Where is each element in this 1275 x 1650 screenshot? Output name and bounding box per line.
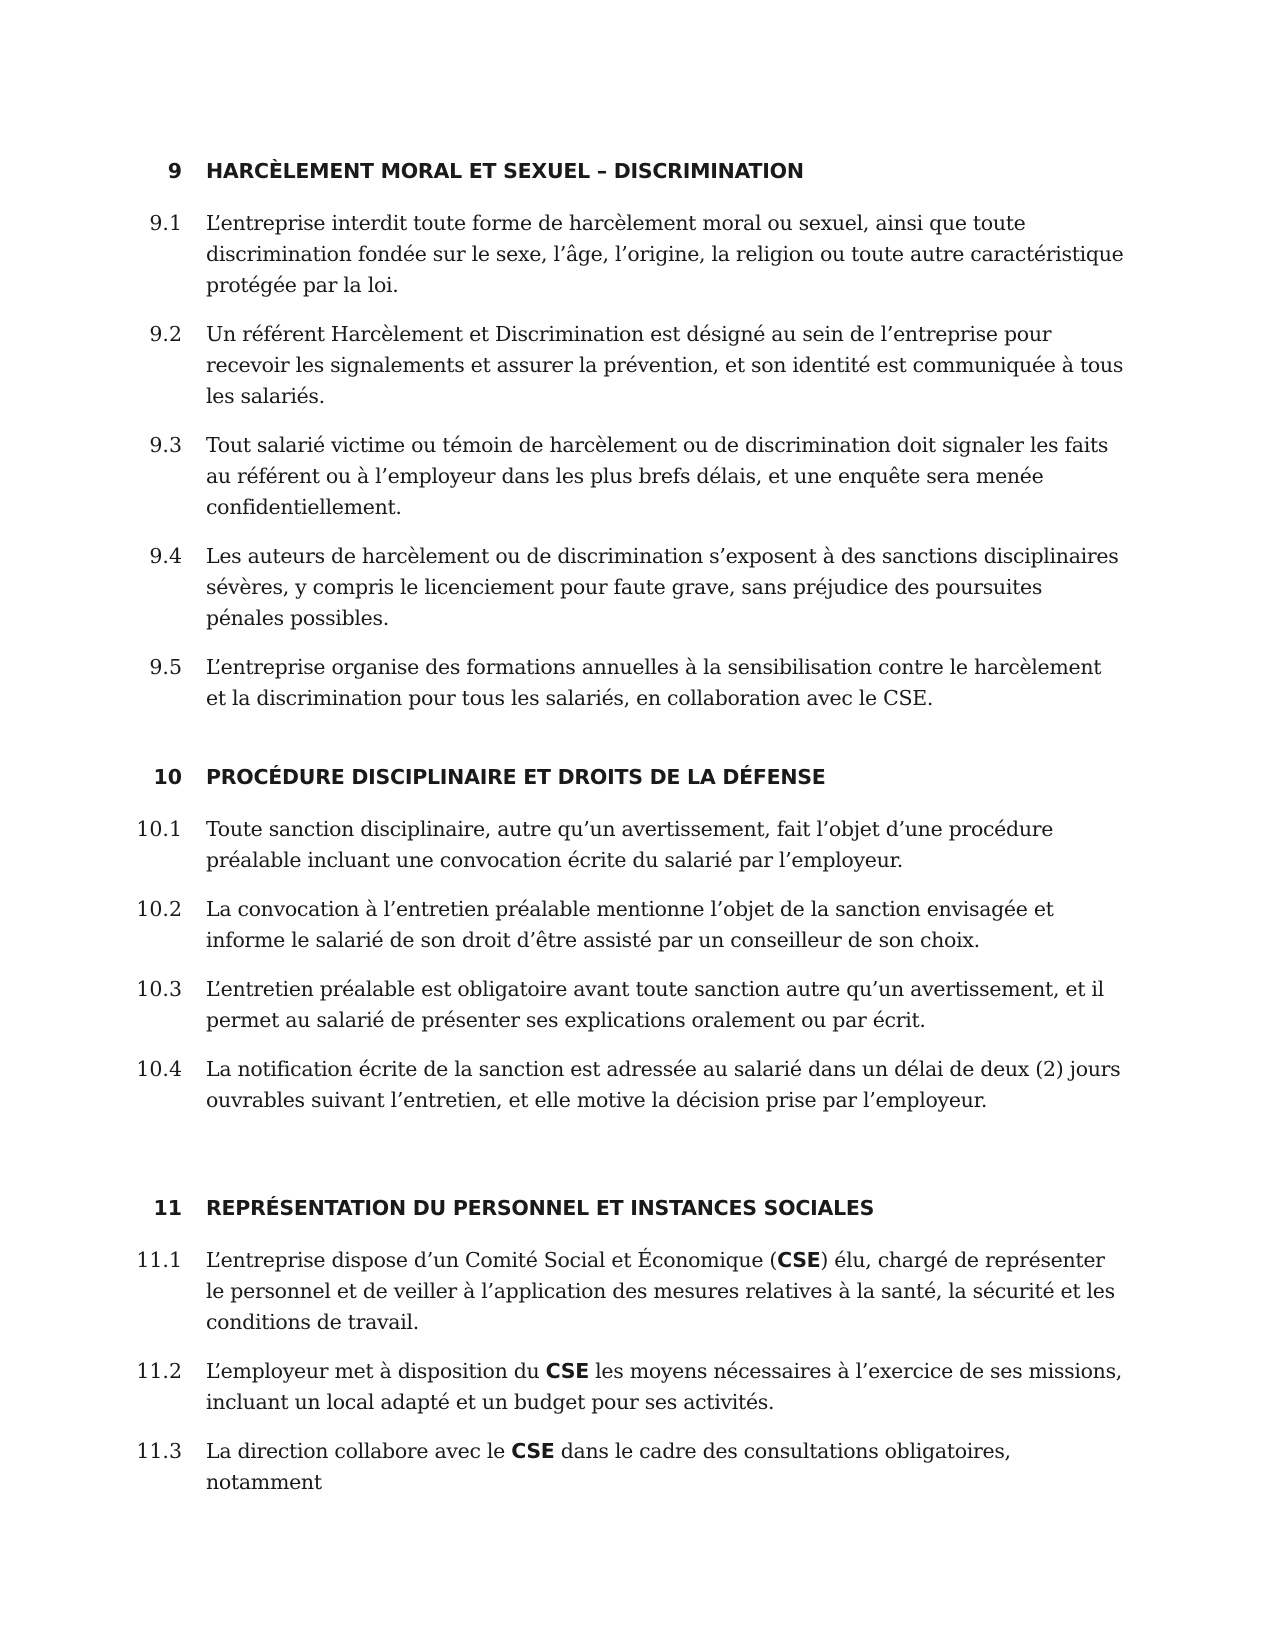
article-text bbox=[206, 1245, 1126, 1338]
article-9-4 bbox=[0, 541, 1275, 634]
article-9-2 bbox=[0, 319, 1275, 412]
article-number: 9.1 bbox=[149, 211, 182, 235]
article-9-5 bbox=[0, 652, 1275, 714]
article-10-1 bbox=[0, 814, 1275, 876]
text-segment: L’entreprise dispose d’un Comité Social et Économique ( bbox=[206, 1248, 778, 1272]
article-11-2 bbox=[0, 1356, 1275, 1418]
article-text bbox=[206, 1436, 1126, 1498]
article-10-3 bbox=[0, 974, 1275, 1036]
section-title: HARCÈLEMENT MORAL ET SEXUEL – DISCRIMINATION bbox=[206, 159, 804, 183]
article-text: Toute sanction disciplinaire, autre qu’un avertissement, fait l’objet d’une procédure préalable incluant une convocation écrite du salarié par l’employeur. bbox=[206, 817, 1054, 872]
text-segment: ) élu, chargé de représenter le personnel et de veiller à l’application des mesures relatives à la santé, la sécurité et les conditions de travail. bbox=[206, 1248, 1115, 1334]
article-number: 10.2 bbox=[136, 897, 182, 921]
text-segment: La direction collabore avec le bbox=[206, 1439, 512, 1463]
text-segment: dans le cadre des consultations obligatoires, notamment bbox=[206, 1439, 1011, 1494]
article-number: 11.1 bbox=[136, 1248, 182, 1272]
article-11-3 bbox=[0, 1436, 1275, 1498]
article-number: 10.1 bbox=[136, 817, 182, 841]
section-11 bbox=[0, 1196, 1275, 1516]
article-number: 10.4 bbox=[136, 1057, 182, 1081]
article-number: 9.3 bbox=[149, 433, 182, 457]
section-9 bbox=[0, 159, 1275, 732]
article-text: L’entretien préalable est obligatoire avant toute sanction autre qu’un avertissement, et il permet au salarié de présenter ses explications oralement ou par écrit. bbox=[206, 977, 1104, 1032]
article-text: Tout salarié victime ou témoin de harcèlement ou de discrimination doit signaler les faits au référent ou à l’employeur dans les plus brefs délais, et une enquête sera menée confidentiellement. bbox=[206, 433, 1109, 519]
article-number: 9.5 bbox=[149, 655, 182, 679]
section-heading bbox=[0, 159, 1275, 189]
article-text: Les auteurs de harcèlement ou de discrimination s’exposent à des sanctions disciplinaires sévères, y compris le licenciement pour faute grave, sans préjudice des poursuites pénales possibles. bbox=[206, 544, 1119, 630]
section-number: 9 bbox=[167, 159, 182, 183]
section-number: 11 bbox=[153, 1196, 182, 1220]
cse-acronym: CSE bbox=[545, 1359, 589, 1383]
article-11-1 bbox=[0, 1245, 1275, 1338]
article-9-1 bbox=[0, 208, 1275, 301]
article-text bbox=[206, 1356, 1126, 1418]
article-10-2 bbox=[0, 894, 1275, 956]
article-text: L’entreprise interdit toute forme de harcèlement moral ou sexuel, ainsi que toute discrimination fondée sur le sexe, l’âge, l’origine, la religion ou toute autre caractéristique protégée par la loi. bbox=[206, 211, 1124, 297]
section-number: 10 bbox=[153, 765, 182, 789]
cse-acronym: CSE bbox=[511, 1439, 555, 1463]
article-text: La notification écrite de la sanction est adressée au salarié dans un délai de deux (2) jours ouvrables suivant l’entretien, et elle motive la décision prise par l’employeur. bbox=[206, 1057, 1121, 1112]
section-heading bbox=[0, 1196, 1275, 1226]
text-segment: les moyens nécessaires à l’exercice de ses missions, incluant un local adapté et un budget pour ses activités. bbox=[206, 1359, 1122, 1414]
article-number: 11.2 bbox=[136, 1359, 182, 1383]
section-title: REPRÉSENTATION DU PERSONNEL ET INSTANCES SOCIALES bbox=[206, 1196, 875, 1220]
article-text: La convocation à l’entretien préalable mentionne l’objet de la sanction envisagée et informe le salarié de son droit d’être assisté par un conseilleur de son choix. bbox=[206, 897, 1054, 952]
cse-acronym: CSE bbox=[777, 1248, 821, 1272]
article-text: Un référent Harcèlement et Discrimination est désigné au sein de l’entreprise pour recevoir les signalements et assurer la prévention, et son identité est communiquée à tous les salariés. bbox=[206, 322, 1124, 408]
article-number: 11.3 bbox=[136, 1439, 182, 1463]
article-text: L’entreprise organise des formations annuelles à la sensibilisation contre le harcèlement et la discrimination pour tous les salariés, en collaboration avec le CSE. bbox=[206, 655, 1102, 710]
text-segment: L’employeur met à disposition du bbox=[206, 1359, 546, 1383]
article-10-4 bbox=[0, 1054, 1275, 1116]
section-title: PROCÉDURE DISCIPLINAIRE ET DROITS DE LA DÉFENSE bbox=[206, 765, 826, 789]
section-10 bbox=[0, 765, 1275, 1134]
article-number: 9.4 bbox=[149, 544, 182, 568]
article-number: 9.2 bbox=[149, 322, 182, 346]
article-9-3 bbox=[0, 430, 1275, 523]
section-heading bbox=[0, 765, 1275, 795]
article-number: 10.3 bbox=[136, 977, 182, 1001]
